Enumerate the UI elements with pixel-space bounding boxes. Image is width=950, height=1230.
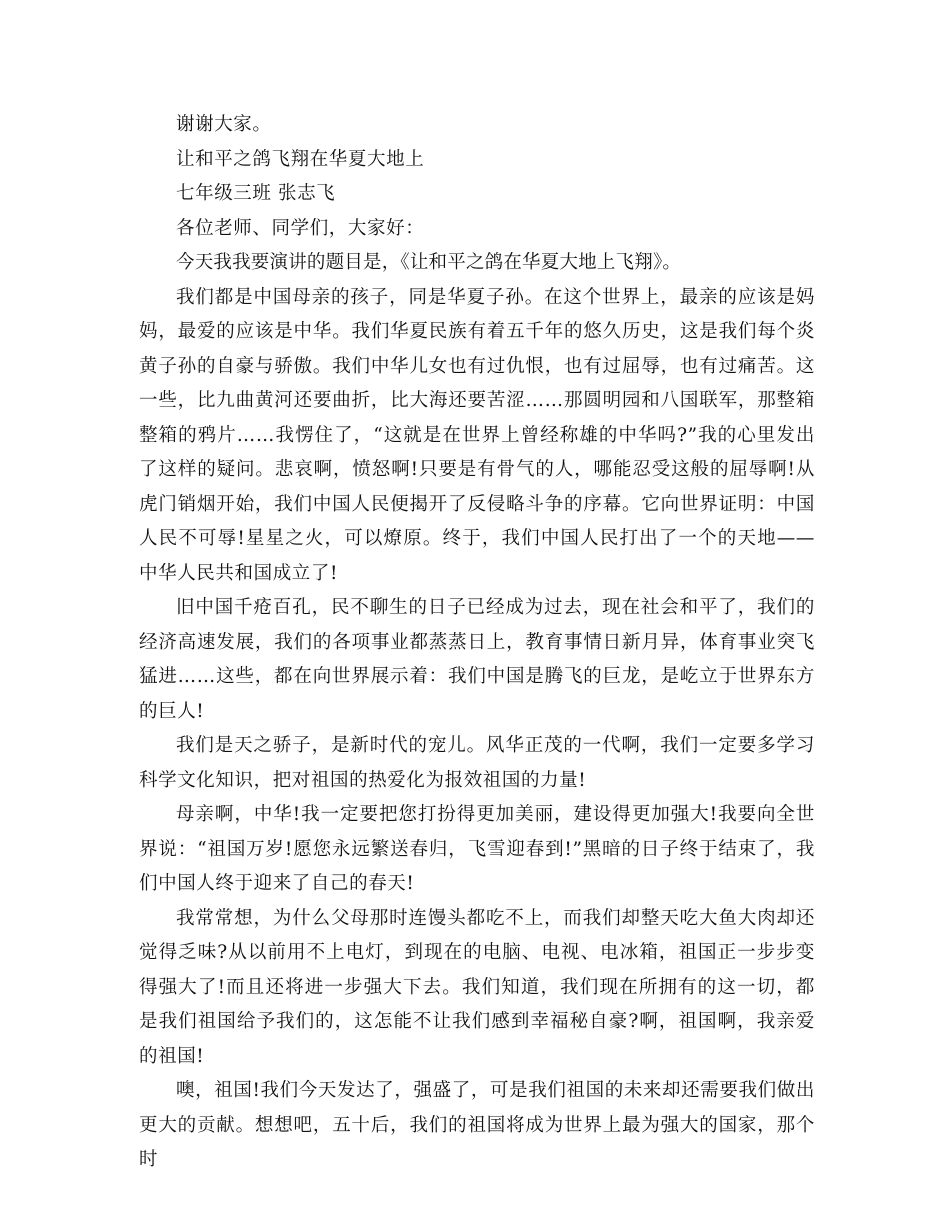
speech-title: 让和平之鸽飞翔在华夏大地上 (176, 148, 425, 170)
body-paragraph-1: 我们都是中国母亲的孩子，同是华夏子孙。在这个世界上，最亲的应该是妈妈，最爱的应该是中华。我们华夏民族有着五千年的悠久历史，这是我们每个炎黄子孙的自豪与骄傲。我们中华儿女也有过仇恨，也有过屈辱，也有过痛苦。这一些，比九曲黄河还要曲折，比大海还要苦涩……那圆明园和八国联军，那整箱整箱的鸦片……我愣住了，“这就是在世界上曾经称雄的中华吗?”我的心里发出了这样的疑问。悲哀啊，愤怒啊!只要是有骨气的人，哪能忍受这般的屈辱啊!从虎门销烟开始，我们中国人民便揭开了反侵略斗争的序幕。它向世界证明：中国人民不可辱!星星之火，可以燎原。终于，我们中国人民打出了一个的天地——中华人民共和国成立了! (139, 286, 815, 584)
closing-line: 谢谢大家。 (176, 114, 272, 135)
body-paragraph-2: 旧中国千疮百孔，民不聊生的日子已经成为过去，现在社会和平了，我们的经济高速发展，我们的各项事业都蒸蒸日上，教育事情日新月异，体育事业突飞猛进……这些，都在向世界展示着：我们中国是腾飞的巨龙，是屹立于世界东方的巨人! (139, 597, 815, 722)
body-paragraph-5: 我常常想，为什么父母那时连馒头都吃不上，而我们却整天吃大鱼大肉却还觉得乏味?从以前用不上电灯，到现在的电脑、电视、电冰箱，祖国正一步步变得强大了!而且还将进一步强大下去。我们知道，我们现在所拥有的这一切，都是我们祖国给予我们的，这怎能不让我们感到幸福秘自豪?啊，祖国啊，我亲爱的祖国! (139, 907, 815, 1067)
document-body (139, 108, 815, 1178)
body-paragraph-3: 我们是天之骄子，是新时代的宠儿。风华正茂的一代啊，我们一定要多学习科学文化知识，把对祖国的热爱化为报效祖国的力量! (139, 735, 815, 791)
speaker-line: 七年级三班 张志飞 (176, 183, 336, 204)
body-paragraph-4: 母亲啊，中华!我一定要把您打扮得更加美丽，建设得更加强大!我要向全世界说：“祖国万岁!愿您永远繁送春归，飞雪迎春到!”黑暗的日子终于结束了，我们中国人终于迎来了自己的春天! (139, 804, 815, 894)
body-paragraph-6: 噢，祖国!我们今天发达了，强盛了，可是我们祖国的未来却还需要我们做出更大的贡献。想想吧，五十后，我们的祖国将成为世界上最为强大的国家，那个时 (139, 1080, 815, 1170)
topic-line: 今天我我要演讲的题目是，《让和平之鸽在华夏大地上飞翔》。 (176, 252, 682, 273)
greeting-line: 各位老师、同学们，大家好： (176, 217, 425, 239)
